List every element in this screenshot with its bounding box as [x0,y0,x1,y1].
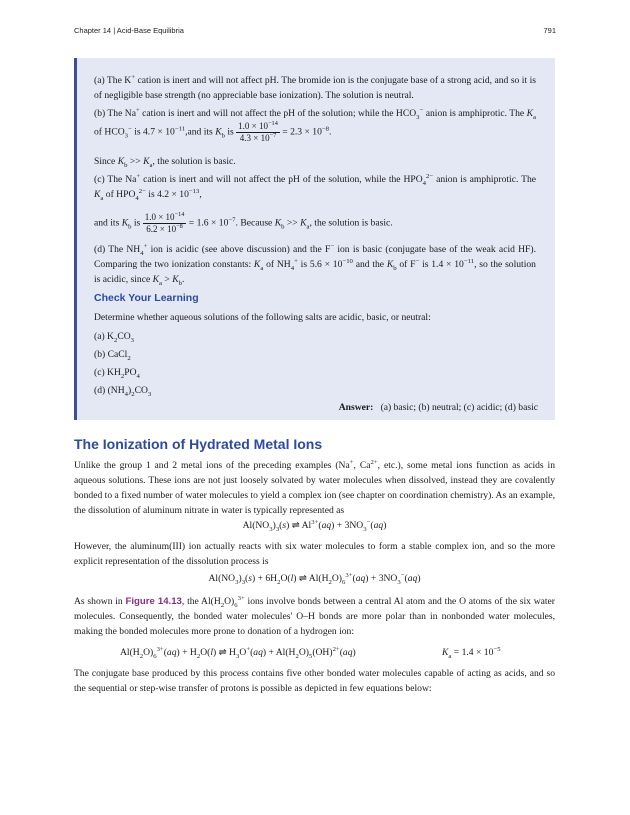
solution-part-b: (b) The Na+ cation is inert and will not affect the pH of the solution; while the $HCO_3^-$ anion is amphiprotic. The $K_a$ of $HCO_3^-$ is $4.7 \times 10^{-11},and$ its $K_b$ is $\frac{1.0 \times 10^{-14}}{4.3 \times 10^{-7}}$ = $2.3 \times 10^{-8}$. [94,106,536,143]
equation-2: $Al(NO_3)_3(s) + 6H_2O(l)$ ⇌ $Al(H_2O)_6^{3+}(aq) + 3NO_3^-(aq)$ [208,571,421,586]
section-paragraph-2: However, the aluminum(III) ion actually reacts with six water molecules to form a stable complex ion, and so the more explicit representation of the dissolution process is [74,541,555,567]
answer-line [339,402,538,413]
solution-part-c: (c) The Na+ cation is inert and will not affect the pH of the solution, while the $HPO_4^{2-}$ anion is amphiprotic. The $K_a$ of $HPO_4^{2-}$ is $4.2 \times 10^{-13}$, [94,172,536,202]
answer-text: (a) basic; (b) neutral; (c) acidic; (d) basic [380,402,538,413]
section-paragraph-3: As shown in Figure 14.13, the $Al(H_2O)_6^{3+}$ ions involve bonds between a central Al atom and the O atoms of the six water molecules. Consequently, the bonded water molecules' O–H bonds are more polar than in nonbonded water molecules, making the bonded molecules more prone to donation of a hydrogen ion: [74,594,555,637]
section-paragraph-4: The conjugate base produced by this process contains five other bonded water molecules capable of acting as acids, and so the sequential or step-wise transfer of protons is possible as depicted in few equations below: [74,668,555,694]
answer-label: Answer: [338,402,374,413]
check-your-learning-heading: Check Your Learning [94,292,199,304]
list-item: (c) $KH_2PO_4$ [94,367,140,380]
solution-part-c-kb: and its $K_b$ is $\frac{1.0 \times 10^{-14}}{6.2 \times 10^{-8}}$ = $1.6 \times 10^{-7}$. Because $K_b >> K_a$, the solution is basic. [94,211,393,234]
check-your-learning-prompt: Determine whether aqueous solutions of the following salts are acidic, basic, or neutral: [94,312,431,323]
list-item: (a) $K_2CO_3$ [94,331,135,344]
list-item: (b) CaCl$_2$ [94,349,131,362]
kb-fraction-b: $\frac{1.0 \times 10^{-14}}{4.3 \times 10^{-7}}$ [238,120,278,143]
page-number: 791 [543,26,556,35]
equation-3-constant: $K_a = 1.4 \times 10^{-5}$ [442,645,501,660]
equation-1: $Al(NO_3)_3(s)$ ⇌ $Al^{3+}(aq) + 3NO_3^-(aq)$ [242,518,387,533]
equation-3: $Al(H_2O)_6^{3+}(aq) + H_2O(l)$ ⇌ $H_3O^+(aq) + Al(H_2O)_5(OH)^{2+}(aq)$ $K_a = 1.4 \times 10^{-5}$ [120,645,501,660]
running-header-chapter: Chapter 14 | Acid-Base Equilibria [74,26,184,35]
kb-fraction-c: $\frac{1.0 \times 10^{-14}}{6.2 \times 10^{-8}}$ [144,211,185,234]
list-item: (d) $(NH_4)_2CO_3$ [94,385,152,398]
section-paragraph-1: Unlike the group 1 and 2 metal ions of the preceding examples (Na+, $Ca^{2+}$, etc.), some metal ions function as acids in aqueous solutions. These ions are not just loosely solvated by water molecules when dissolved, instead they are covalently bonded to a fixed number of water molecules to yield a complex ion (see chapter on coordination chemistry). As an example, the dissolution of aluminum nitrate in water is typically represented as [74,458,556,516]
solution-part-a: (a) The K+ cation is inert and will not affect pH. The bromide ion is the conjugate base of a strong acid, and so it is of negligible base strength (no appreciable base ionization). The solution is neutral. [94,73,536,101]
solution-part-d: (d) The $NH_4^+$ ion is acidic (see above discussion) and the F− ion is basic (conjugate base of the weak acid HF). Comparing the two ionization constants: $K_a$ of $NH_4^+$ is $5.6 \times 10^{-10}$ and the $K_b$ of F− is $1.4 \times 10^{-11}$, so the solution is acidic, since $K_a > K_b$. [94,242,536,287]
solution-part-b-conclusion: Since $K_b >> K_a$, the solution is basic. [94,156,236,169]
section-title: The Ionization of Hydrated Metal Ions [74,436,323,452]
figure-14-13-link[interactable]: Figure 14.13 [125,596,182,607]
